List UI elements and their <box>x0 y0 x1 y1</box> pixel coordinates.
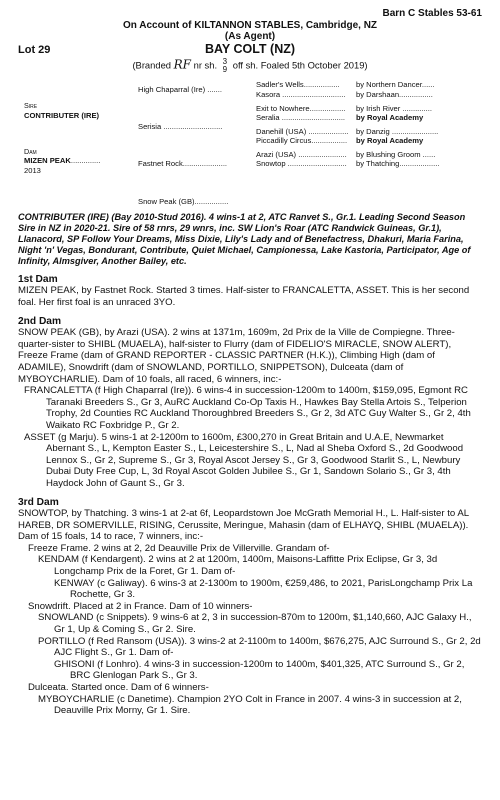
brand-mid: nr sh. <box>193 59 218 71</box>
g3-row <box>256 150 482 159</box>
lot-number: Lot 29 <box>18 43 51 56</box>
produce-portillo: PORTILLO (f Red Ransom (USA)). 3 wins-2 at 2-1100m to 1400m, $676,275, AJC Surround S., Gr 2, 2d AJC Flight S., Gr 1. Dam of- <box>38 635 481 659</box>
dam-name: MIZEN PEAK <box>24 156 71 166</box>
first-dam-text: MIZEN PEAK, by Fastnet Rock. Started 3 times. Half-sister to FRANCALETTA, ASSET. This is her second foal. Her first foal is an unraced 3YO. <box>18 285 470 309</box>
third-dam-heading: 3rd Dam <box>18 496 59 508</box>
first-dam-heading: 1st Dam <box>18 273 58 285</box>
second-dam-heading: 2nd Dam <box>18 315 62 327</box>
g3-row <box>256 127 482 136</box>
g3-row <box>256 104 482 113</box>
g3-horse: Kasora .............................. <box>256 89 346 99</box>
produce-kendam: KENDAM (f Kendargent). 2 wins at 2 at 1200m, 1400m, Maisons-Laffitte Prix Eclipse, Gr 3, 3d Longchamp Prix de la Foret, Gr 1. Dam of- <box>38 554 438 578</box>
sire-label: Sire <box>24 101 38 111</box>
brand-suffix: off sh. Foaled 5th October 2019) <box>232 59 368 71</box>
produce-dulceata: Dulceata. Started once. Dam of 6 winners- <box>28 682 209 694</box>
third-dam-text: SNOWTOP, by Thatching. 3 wins-1 at 2-at 6f, Leopardstown Joe McGrath Memorial H., L. Half-sister to AL HAREB, DR SOMERVILLE, RISING, Cerussite, Meringue, Mahasin (dam of ELHAYQ, SHIBL (MUAELA)). Dam of 15 foals, 14 to race, 7 winners, inc:- <box>18 508 469 543</box>
g3-sire: by Danzig ...................... <box>356 126 439 136</box>
g3-horse: Snowtop ............................ <box>256 159 347 169</box>
second-dam-text: SNOW PEAK (GB), by Arazi (USA). 2 wins at 1371m, 1609m, 2d Prix de la Ville de Compiegne. Three-quarter-sister to SHIBL (MUAELA), half-sister to Flurry (dam of FIDELIO'S MIRACLE, SNOW ALERT), Freeze Frame (dam of GRAND REPORTER - CLASSIC PARTNER (H.K.)), Climbing High (dam of ADAMILE), Snowdrift (dam of SNOWLAND, PORTILLO, SNIPPETSON), Dulceata (dam of MYBOYCHARLIE). Dam of 10 foals, all raced, 6 winners, inc:- <box>18 327 455 385</box>
g3-sire: by Northern Dancer...... <box>356 80 435 90</box>
produce-snowland: SNOWLAND (c Snippets). 9 wins-6 at 2, 3 in succession-870m to 1200m, $1,140,660, AJC Galaxy H., Gr 1, Up & Coming S., Gr 2. Sire. <box>38 612 472 636</box>
pedigree-table <box>18 80 482 205</box>
vendor-account: On Account of KILTANNON STABLES, Cambridge, NZ <box>122 19 378 31</box>
dam-year: 2013 <box>24 165 41 175</box>
sire-sire: High Chaparral (Ire) ....... <box>138 84 222 94</box>
dam-dots: .............. <box>70 156 101 166</box>
brand-prefix: (Branded <box>132 59 172 71</box>
produce-snowdrift: Snowdrift. Placed at 2 in France. Dam of 10 winners- <box>28 600 253 612</box>
horse-title: BAY COLT (NZ) <box>204 41 296 56</box>
brand-number <box>223 58 227 74</box>
g3-horse: Exit to Nowhere................. <box>256 103 346 113</box>
g3-sire: by Thatching................... <box>356 159 440 169</box>
g3-row <box>256 90 482 99</box>
produce-asset: ASSET (g Marju). 5 wins-1 at 2-1200m to 1600m, £300,270 in Great Britain and U.A.E, Newmarket Abernant S., L, Kempton Easter S., L, Leicestershire S., L, Nad al Sheba Oxford S., 2d Goodwood Lennox S., Gr 2, Supreme S., Gr 3, Royal Ascot Jersey S., Gr 3, Goodwood Starlit S., L, Newbury Dubai Duty Free Cup, L, 3d Royal Ascot Golden Jubilee S., Gr 1, Sandown Solario S., Gr 3, 4th Haydock John of Gaunt S., Gr 3. <box>24 431 464 489</box>
pedigree-gen1 <box>18 80 138 205</box>
agent-note: (As Agent) <box>224 31 276 43</box>
g3-sire: by Blushing Groom ...... <box>356 149 436 159</box>
g3-horse: Danehill (USA) ................... <box>256 126 349 136</box>
g3-horse: Sadler's Wells................. <box>256 80 340 90</box>
barn-info: Barn C Stables 53-61 <box>382 8 482 19</box>
pedigree-gen2 <box>138 80 256 205</box>
produce-myboycharlie: MYBOYCHARLIE (c Danetime). Champion 2YO Colt in France in 2007. 4 wins-3 in succession at 2, Deauville Prix Morny, Gr 1. Sire. <box>38 693 462 717</box>
g3-sire: by Irish River .............. <box>356 103 432 113</box>
g3-row <box>256 159 482 168</box>
sire-summary: CONTRIBUTER (IRE) (Bay 2010-Stud 2016). 4 wins-1 at 2, ATC Ranvet S., Gr.1. Leading Second Season Sire in NZ in 2020-21. Sire of 58 rnrs, 29 wnrs, inc. SW Lion's Roar (ATC Randwick Guineas, Gr.1), Llanacord, SP Follow Your Dreams, Miss Dixie, Lily's Lady and of Benefactress, Dhakuri, Maria Farina, Night 'n' Vegas, Bondurant, Contribute, Quiet Michael, Campionessa, Lake Kastoria, Participator, Age of Infinity, Almsgiver, Another Bailey, etc. <box>18 211 471 266</box>
lot-title-row <box>18 41 482 57</box>
catalogue-page <box>18 8 482 717</box>
g3-sire: by Darshaan................ <box>356 89 433 99</box>
produce-freeze-frame: Freeze Frame. 2 wins at 2, 2d Deauville Prix de Villerville. Grandam of- <box>28 542 330 554</box>
g3-row <box>256 136 482 145</box>
g3-row <box>256 80 482 89</box>
brand-number-bottom: 9 <box>222 65 228 75</box>
produce-kenway: KENWAY (c Galiway). 6 wins-3 at 2-1300m to 1900m, €259,486, to 2021, ParisLongchamp Prix La Rochette, Gr 3. <box>54 577 473 601</box>
dam-dam: Snow Peak (GB)................ <box>138 196 229 206</box>
g3-horse: Seralia .............................. <box>256 112 346 122</box>
produce-ghisoni: GHISONI (f Lonhro). 4 wins-3 in succession-1200m to 1400m, $401,325, ATC Surround S., Gr 2, BRC Glenlogan Park S., Gr 3. <box>54 658 465 682</box>
sire-name: CONTRIBUTER (IRE) <box>24 110 100 120</box>
brand-number-top: 3 <box>222 57 228 67</box>
g3-sire: by Royal Academy <box>356 112 424 122</box>
g3-row <box>256 113 482 122</box>
produce-francaletta: FRANCALETTA (f High Chaparral (Ire)). 6 wins-4 in succession-1200m to 1400m, $159,095, Egmont RC Taranaki Breeders S., Gr 3, AuRC Auckland Co-Op Taxis H., Hawkes Bay Stella Artois S., Telperion Trophy, 2d Counties RC Auckland Thoroughbred Breeders S., Gr 2, 3d ATC Guy Walter S., Gr 2, 4th Waikato RC Foxbridge P., Gr 2. <box>24 385 471 431</box>
brand-mark: RF <box>173 57 191 72</box>
pedigree-gen3 <box>256 80 482 205</box>
dam-sire: Fastnet Rock..................... <box>138 159 228 169</box>
brand-line <box>18 58 482 74</box>
sire-dam: Serisia ............................ <box>138 122 223 132</box>
g3-sire: by Royal Academy <box>356 136 424 146</box>
dam-label: Dam <box>24 146 37 156</box>
g3-horse: Piccadilly Circus................. <box>256 136 348 146</box>
g3-horse: Arazi (USA) ....................... <box>256 149 347 159</box>
